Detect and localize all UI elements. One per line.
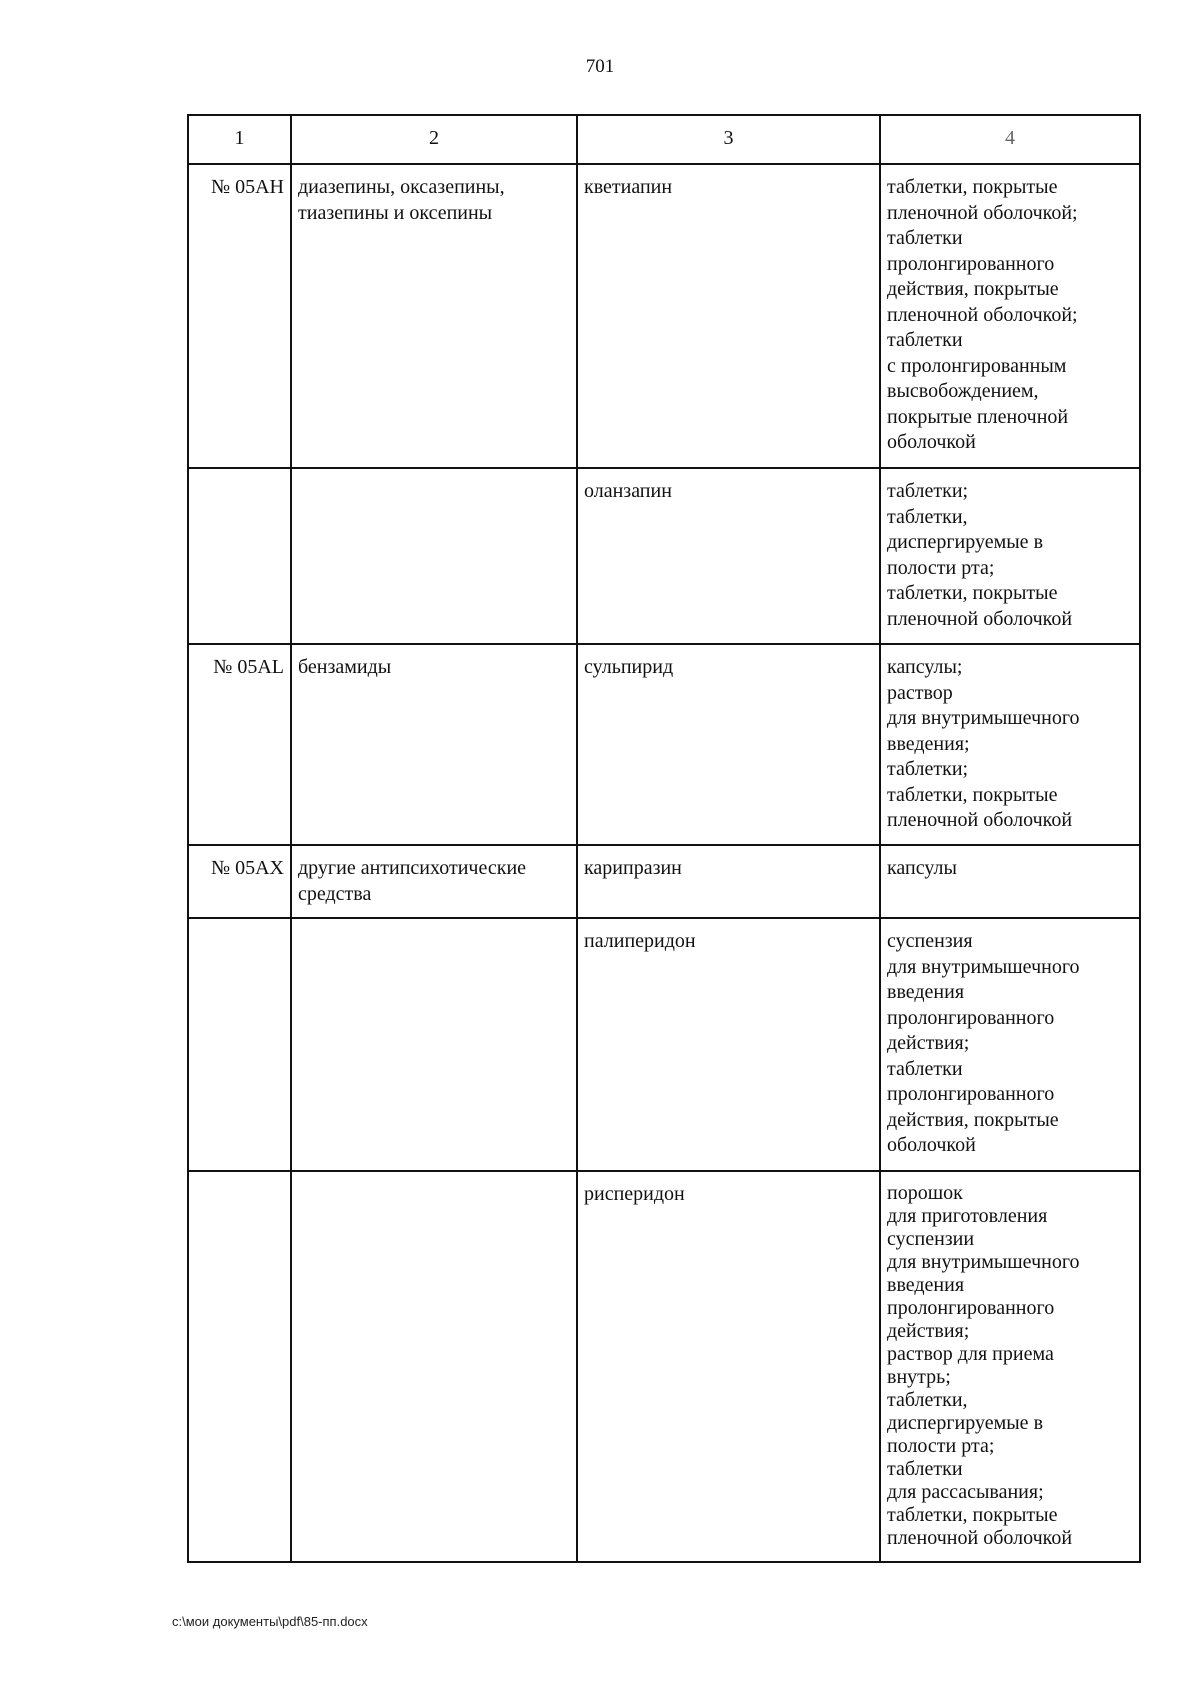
drug-cell: палиперидон bbox=[577, 918, 880, 1171]
atc-code-cell bbox=[188, 468, 291, 644]
group-cell: диазепины, оксазепины, тиазепины и оксепины bbox=[291, 164, 577, 468]
group-cell bbox=[291, 1171, 577, 1562]
atc-code-cell bbox=[188, 1171, 291, 1562]
atc-code-cell bbox=[188, 164, 291, 468]
table-row bbox=[188, 918, 1140, 1171]
atc-code-cell bbox=[188, 918, 291, 1171]
drug-cell: рисперидон bbox=[577, 1171, 880, 1562]
page-number: 701 bbox=[585, 56, 615, 77]
drug-cell: кветиапин bbox=[577, 164, 880, 468]
footer-file-path: c:\мои документы\pdf\85-пп.docx bbox=[172, 1614, 368, 1629]
atc-code-cell bbox=[188, 845, 291, 918]
group-cell bbox=[291, 918, 577, 1171]
atc-code: № 05AX bbox=[211, 857, 284, 879]
atc-code: № 05AH bbox=[211, 176, 284, 198]
table-row bbox=[188, 468, 1140, 644]
group-cell: другие антипсихотические средства bbox=[291, 845, 577, 918]
atc-code-cell bbox=[188, 644, 291, 845]
forms-cell: суспензия для внутримышечного введения пролонгированного действия; таблетки пролонгированного действия, покрытые оболочкой bbox=[880, 918, 1140, 1171]
group-cell: бензамиды bbox=[291, 644, 577, 845]
drug-table bbox=[187, 114, 1141, 1563]
drug-cell: сульпирид bbox=[577, 644, 880, 845]
forms-cell: таблетки, покрытые пленочной оболочкой; таблетки пролонгированного действия, покрытые пленочной оболочкой; таблетки с пролонгированным высвобождением, покрытые пленочной оболочкой bbox=[880, 164, 1140, 468]
drug-cell: оланзапин bbox=[577, 468, 880, 644]
atc-code: № 05AL bbox=[213, 656, 284, 678]
table-row bbox=[188, 1171, 1140, 1562]
forms-cell: порошок для приготовления суспензии для внутримышечного введения пролонгированного действия; раствор для приема внутрь; таблетки, диспергируемые в полости рта; таблетки для рассасывания; таблетки, покрытые пленочной оболочкой bbox=[880, 1171, 1140, 1562]
forms-cell: капсулы bbox=[880, 845, 1140, 918]
table-header-row bbox=[188, 115, 1140, 164]
column-header-4: 4 bbox=[880, 115, 1140, 164]
forms-cell: капсулы; раствор для внутримышечного введения; таблетки; таблетки, покрытые пленочной оболочкой bbox=[880, 644, 1140, 845]
forms-cell: таблетки; таблетки, диспергируемые в полости рта; таблетки, покрытые пленочной оболочкой bbox=[880, 468, 1140, 644]
column-header-3: 3 bbox=[577, 115, 880, 164]
column-header-1: 1 bbox=[188, 115, 291, 164]
table-row bbox=[188, 644, 1140, 845]
table-row bbox=[188, 845, 1140, 918]
table-row bbox=[188, 164, 1140, 468]
drug-cell: карипразин bbox=[577, 845, 880, 918]
column-header-2: 2 bbox=[291, 115, 577, 164]
group-cell bbox=[291, 468, 577, 644]
